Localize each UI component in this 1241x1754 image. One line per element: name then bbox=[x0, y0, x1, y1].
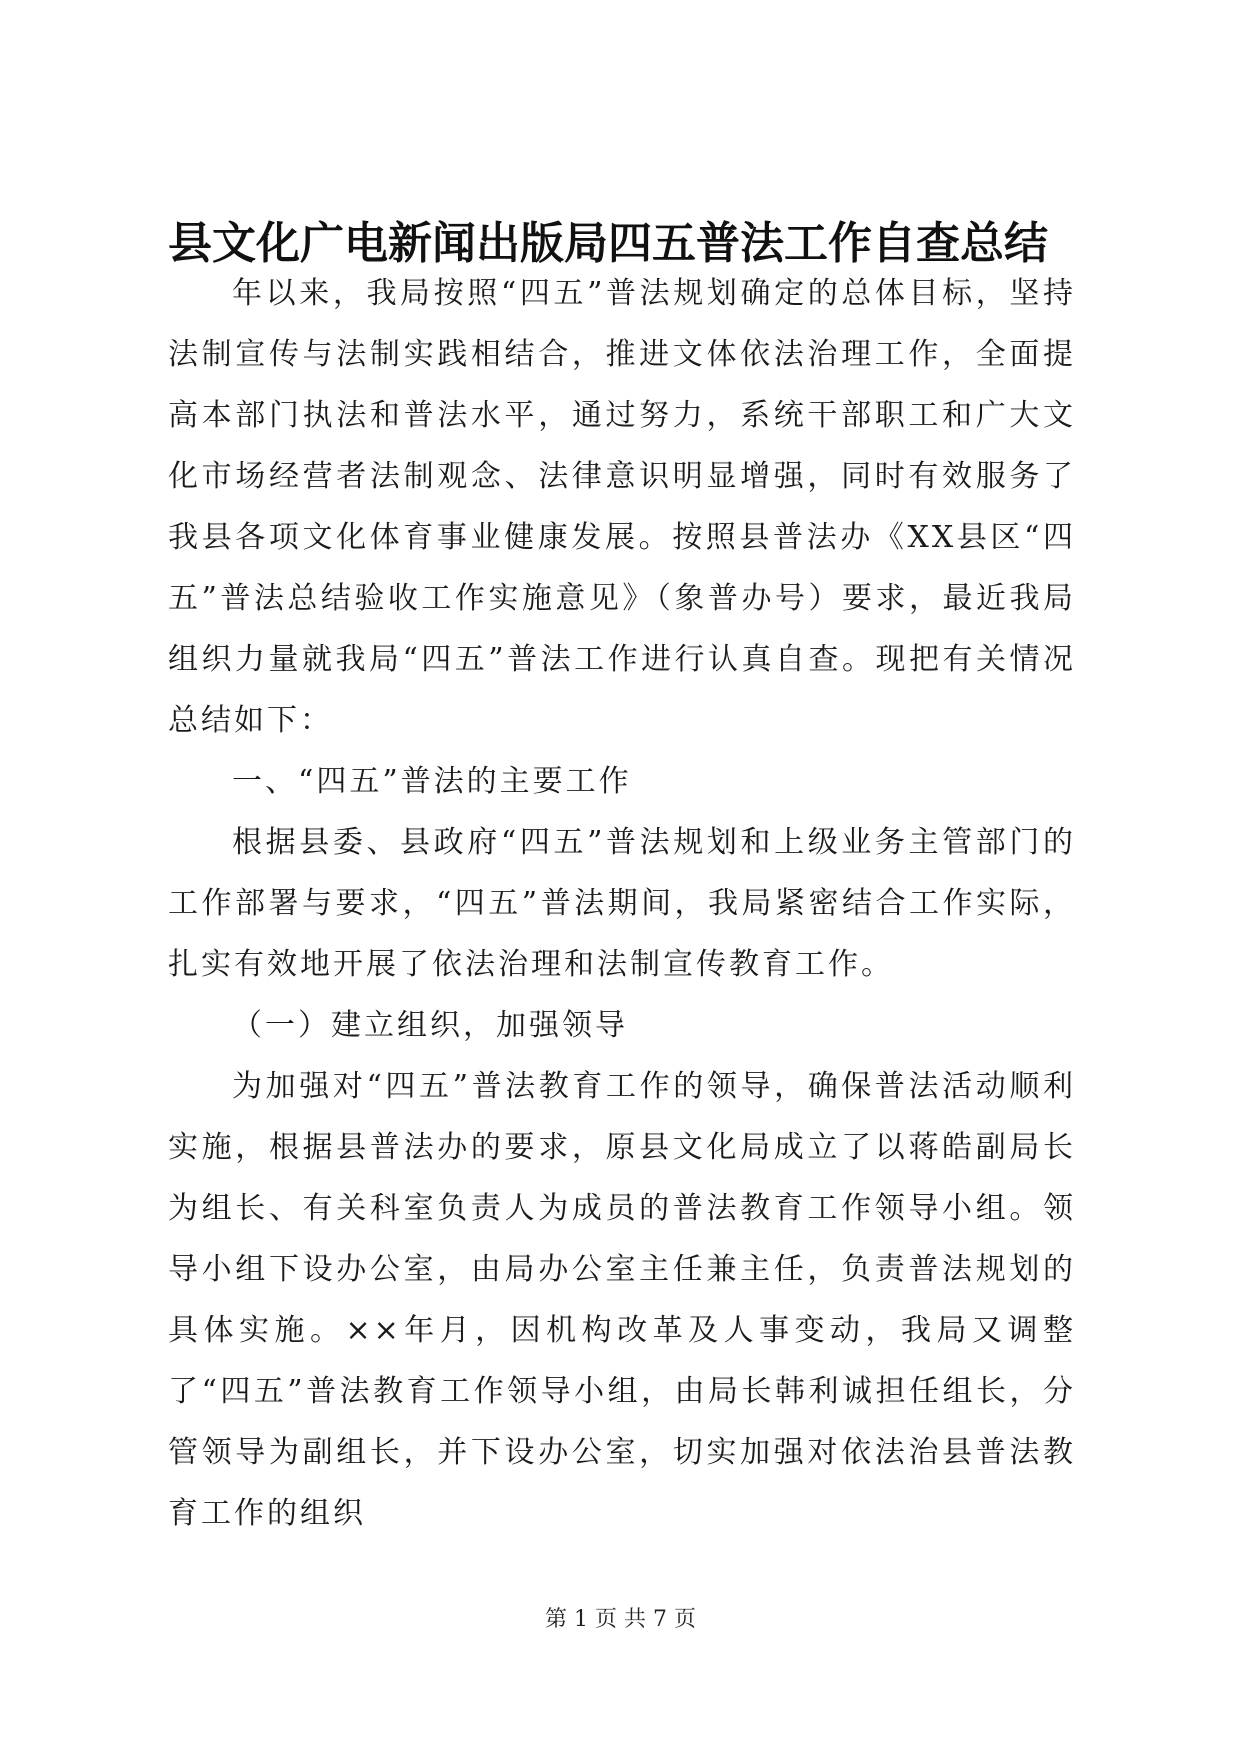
paragraph-intro: 年以来，我局按照“四五”普法规划确定的总体目标，坚持法制宣传与法制实践相结合，推进文体依法治理工作，全面提高本部门执法和普法水平，通过努力，系统干部职工和广大文化市场经营者法制观念、法律意识明显增强，同时有效服务了我县各项文化体育事业健康发展。按照县普法办《XX县区“四五”普法总结验收工作实施意见》（象普办号）要求，最近我局组织力量就我局“四五”普法工作进行认真自查。现把有关情况总结如下： bbox=[168, 276, 1076, 738]
page-footer: 第 1 页 共 7 页 bbox=[545, 1607, 696, 1632]
paragraph-section-1: 根据县委、县政府“四五”普法规划和上级业务主管部门的工作部署与要求，“四五”普法期间，我局紧密结合工作实际，扎实有效地开展了依法治理和法制宣传教育工作。 bbox=[168, 825, 1076, 982]
document-title: 县文化广电新闻出版局四五普法工作自查总结 bbox=[168, 218, 1048, 269]
section-heading-1: 一、“四五”普法的主要工作 bbox=[232, 764, 632, 799]
paragraph-subsection-1: 为加强对“四五”普法教育工作的领导，确保普法活动顺利实施，根据县普法办的要求，原县文化局成立了以蒋皓副局长为组长、有关科室负责人为成员的普法教育工作领导小组。领导小组下设办公室，由局办公室主任兼主任，负责普法规划的具体实施。××年月，因机构改革及人事变动，我局又调整了“四五”普法教育工作领导小组，由局长韩利诚担任组长，分管领导为副组长，并下设办公室，切实加强对依法治县普法教育工作的组织 bbox=[168, 1069, 1076, 1531]
subsection-heading-1: （一）建立组织，加强领导 bbox=[232, 1008, 628, 1043]
document-body bbox=[168, 263, 1076, 1544]
